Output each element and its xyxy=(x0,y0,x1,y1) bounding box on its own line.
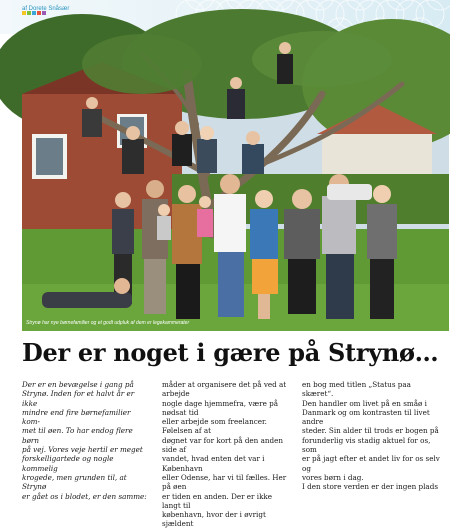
author-byline: af Dorete Snåsær xyxy=(22,6,70,12)
article-column-1: Der er en bevægelse i gang på Strynø. Inden for et halvt år er ikke mindre end fire børnefamilier kom- met til øen. To har endog flere børn på vej. Vores veje hertil er meget forskelligartede og nogle kommelig krogede, men grunden til, at Strynø er gået os i blodet, er den samme: xyxy=(22,380,147,501)
group-photo-illustration xyxy=(22,34,449,331)
magazine-logo xyxy=(22,0,48,5)
group-photo xyxy=(22,34,449,331)
article-column-3: en bog med titlen „Status paa skæret“. Den handler om livet på en småø i Danmark og om kontrasten til livet andre steder. Sin alder til trods er bogen på forunderlig vis stadig aktuel for os, som er på jagt efter et andet liv for os selv og vores børn i dag. I den store verden er der ingen plads xyxy=(302,380,440,492)
article-headline: Der er noget i gære på Strynø… xyxy=(22,338,439,367)
article-column-2: måder at organisere det på ved at arbejde nogle dage hjemmefra, være på nødsat tid eller arbejde som freelancer. Følelsen af at døgnet var for kort på den anden side af vandet, hvad enten det var i København eller Odense, har vi til fælles. Her på øen er tiden en anden. Der er ikke langt til københavn, hvor der i øvrigt sjældent xyxy=(162,380,287,529)
photo-caption: Strynø har nye børnefamilier og et godt udpluk af dem er legekammerater xyxy=(26,320,190,326)
